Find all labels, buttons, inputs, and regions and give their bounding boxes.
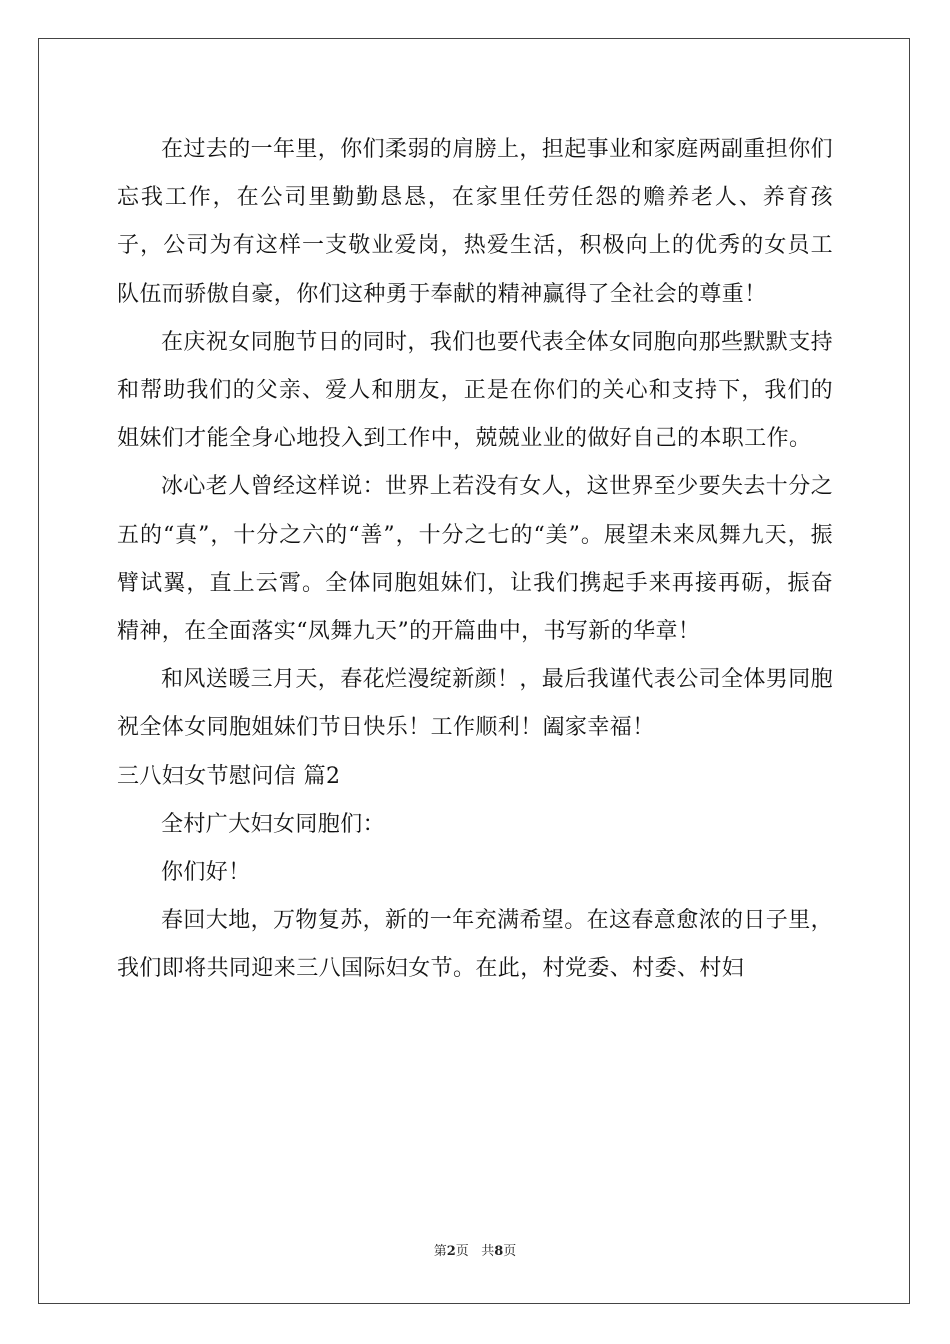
paragraph-5: 春回大地，万物复苏，新的一年充满希望。在这春意愈浓的日子里，我们即将共同迎来三八国际妇女节。在此，村党委、村委、村妇 (117, 908, 834, 982)
total-pages-number: 8 (494, 1244, 504, 1259)
footer-prefix: 第 (433, 1244, 447, 1259)
footer-page-word: 页 (455, 1244, 469, 1259)
salutation: 全村广大妇女同胞们： (161, 811, 386, 837)
paragraph-1: 在过去的一年里，你们柔弱的肩膀上，担起事业和家庭两副重担你们忘我工作，在公司里勤勤恳恳，在家里任劳任怨的赡养老人、养育孩子，公司为有这样一支敬业爱岗，热爱生活，积极向上的优秀的女员工队伍而骄傲自豪，你们这种勇于奉献的精神赢得了全社会的尊重！ (117, 137, 834, 307)
paragraph-3: 冰心老人曾经这样说：世界上若没有女人，这世界至少要失去十分之五的“真”，十分之六的“善”，十分之七的“美”。展望未来凤舞九天，振臂试翼，直上云霄。全体同胞姐妹们，让我们携起手来再接再砺，振奋精神，在全面落实“凤舞九天”的开篇曲中，书写新的华章！ (117, 474, 834, 645)
current-page-number: 2 (446, 1244, 456, 1259)
greeting: 你们好！ (161, 860, 251, 886)
page-footer (0, 1240, 950, 1259)
footer-total-suffix: 页 (503, 1244, 517, 1259)
section-title: 三八妇女节慰问信 篇2 (117, 763, 341, 789)
paragraph-4: 和风送暖三月天，春花烂漫绽新颜！，最后我谨代表公司全体男同胞祝全体女同胞姐妹们节日快乐！工作顺利！阖家幸福！ (117, 667, 834, 741)
document-body (117, 126, 833, 994)
footer-total-prefix: 共 (481, 1244, 495, 1259)
paragraph-2: 在庆祝女同胞节日的同时，我们也要代表全体女同胞向那些默默支持和帮助我们的父亲、爱人和朋友，正是在你们的关心和支持下，我们的姐妹们才能全身心地投入到工作中，兢兢业业的做好自己的本职工作。 (117, 329, 834, 452)
